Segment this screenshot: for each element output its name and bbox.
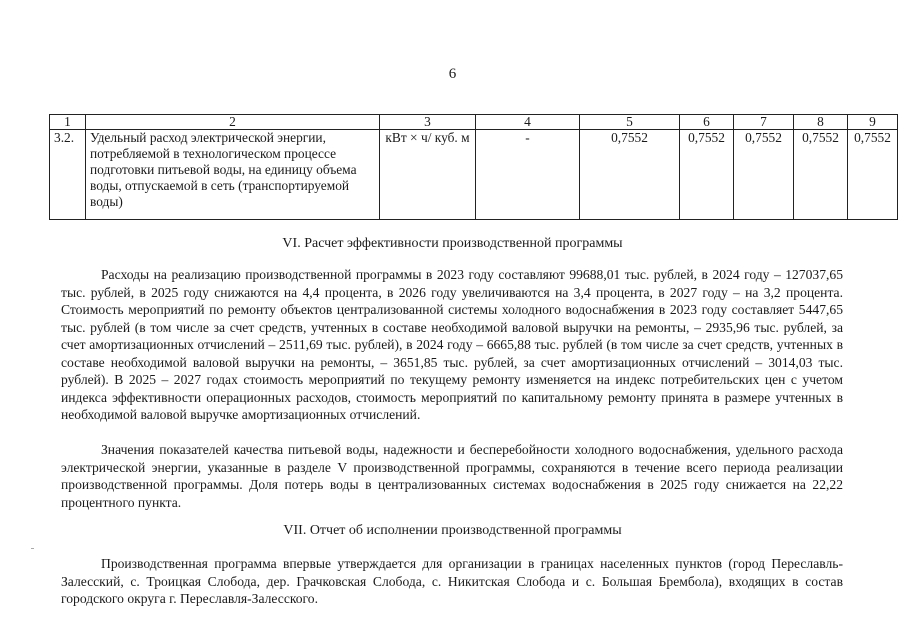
indicator-description-cell: Удельный расход электрической энергии, потребляемой в технологическом процессе подготовки питьевой воды, на единицу объема воды, отпускаемой в сеть (транспортируемой воды) bbox=[86, 130, 380, 220]
section-6-paragraph: Расходы на реализацию производственной программы в 2023 году составляют 99688,01 тыс. рублей, в 2024 году – 127037,65 тыс. рублей, в 2025 году снижаются на 4,4 процента, в 2026 году увеличиваются на 3,4 процента, в 2027 году – на 3,2 процента. Стоимость мероприятий по ремонту объектов централизованной системы холодного водоснабжения в 2023 году составляет 5447,65 тыс. рублей (в том числе за счет средств, учтенных в составе необходимой валовой выручки на ремонты, – 2935,96 тыс. рублей, за счет амортизационных отчислений – 2511,69 тыс. рублей), в 2024 году – 6665,88 тыс. рублей (в том числе за счет средств, учтенных в составе необходимой валовой выручки на ремонты, – 3651,85 тыс. рублей, за счет амортизационных отчислений – 3014,03 тыс. рублей). В 2025 – 2027 годах стоимость мероприятий по текущему ремонту изменяется на индекс потребительских цен с учетом индекса эффективности операционных расходов, стоимость мероприятий по капитальному ремонту принята в размере учтенных в необходимой валовой выручке амортизационных отчислений. bbox=[61, 267, 843, 422]
column-header: 6 bbox=[680, 115, 734, 130]
section-6-title: VI. Расчет эффективности производственной программы bbox=[282, 236, 623, 251]
page-number: 6 bbox=[448, 66, 457, 82]
indicators-table bbox=[49, 114, 898, 220]
table-header-row bbox=[50, 115, 898, 130]
column-header: 9 bbox=[848, 115, 898, 130]
value-cell: - bbox=[476, 130, 580, 220]
row-number-cell: 3.2. bbox=[50, 130, 86, 220]
section-7-paragraph: Производственная программа впервые утверждается для организации в границах населенных пунктов (город Переславль-Залесский, с. Троицкая Слобода, дер. Грачковская Слобода, с. Никитская Слобода и с. Большая Брембола), входящих в состав городского округа г. Переславля-Залесского. bbox=[61, 556, 843, 606]
value-cell: 0,7552 bbox=[734, 130, 794, 220]
value-cell: 0,7552 bbox=[680, 130, 734, 220]
unit-cell: кВт × ч/ куб. м bbox=[380, 130, 476, 220]
column-header: 8 bbox=[794, 115, 848, 130]
section-6-paragraph: Значения показателей качества питьевой воды, надежности и бесперебойности холодного водоснабжения, удельного расхода электрической энергии, указанные в разделе V производственной программы, сохраняются в течение всего периода реализации производственной программы. Доля потерь воды в централизованных системах водоснабжения в 2025 году снижается на 22,22 процентного пункта. bbox=[61, 442, 843, 510]
column-header: 7 bbox=[734, 115, 794, 130]
column-header: 5 bbox=[580, 115, 680, 130]
column-header: 1 bbox=[50, 115, 86, 130]
value-cell: 0,7552 bbox=[580, 130, 680, 220]
column-header: 4 bbox=[476, 115, 580, 130]
section-7-title: VII. Отчет об исполнении производственной программы bbox=[283, 523, 622, 538]
scan-artifact bbox=[31, 548, 34, 549]
value-cell: 0,7552 bbox=[848, 130, 898, 220]
value-cell: 0,7552 bbox=[794, 130, 848, 220]
column-header: 3 bbox=[380, 115, 476, 130]
table-row bbox=[50, 130, 898, 220]
column-header: 2 bbox=[86, 115, 380, 130]
